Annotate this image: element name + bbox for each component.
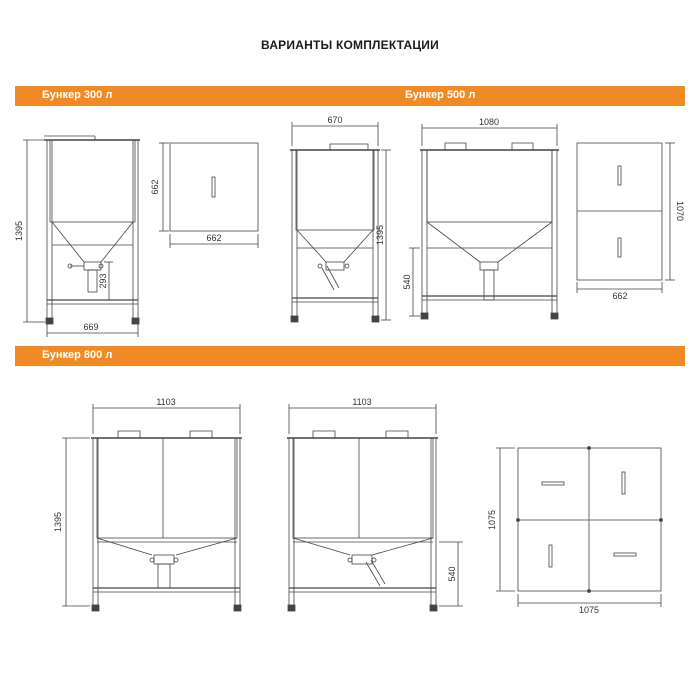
hopper-800-top-view (517, 447, 663, 593)
dim-800-side-width: 1103 (352, 397, 372, 407)
hopper-300-top-view (170, 143, 258, 231)
dim-500-side-width: 670 (327, 115, 343, 125)
dim-800-front-width: 1103 (156, 397, 176, 407)
dimension-500-side-lines (292, 122, 391, 320)
dim-500-side-height: 1395 (375, 224, 385, 246)
hopper-800-side-view (287, 431, 438, 611)
hopper-300-front-view (44, 136, 140, 324)
hopper-500-front-view (420, 143, 559, 319)
dimension-800-top-lines (496, 448, 661, 607)
dimension-800-front-lines (62, 404, 240, 606)
hopper-500-side-view (290, 144, 380, 322)
section-label-800: Бункер 800 л (42, 349, 113, 361)
section-label-500: Бункер 500 л (405, 89, 476, 101)
hopper-500-top-view (577, 143, 662, 280)
section-label-300: Бункер 300 л (42, 89, 113, 101)
dim-800-top-height: 1075 (487, 509, 497, 531)
page-title: ВАРИАНТЫ КОМПЛЕКТАЦИИ (261, 38, 439, 52)
dim-500-top-height: 1070 (675, 200, 685, 222)
dimension-500-front-lines (409, 124, 557, 316)
dim-800-height: 1395 (53, 511, 63, 533)
dim-300-top-height: 662 (150, 179, 160, 195)
dimension-300-height-line (23, 140, 45, 322)
dim-800-top-width: 1075 (578, 605, 600, 615)
dim-300-height: 1395 (14, 220, 24, 242)
dim-300-width: 669 (83, 322, 99, 332)
dimension-500-top-lines (577, 143, 675, 293)
dim-800-side-outlet: 540 (447, 566, 457, 582)
dim-500-front-width: 1080 (478, 117, 500, 127)
hopper-800-front-view (91, 431, 242, 611)
dim-300-outlet: 293 (98, 273, 108, 289)
dimension-800-side-lines (289, 404, 463, 606)
dim-300-top-width: 662 (206, 233, 222, 243)
dim-500-top-width: 662 (612, 291, 628, 301)
dim-500-front-outlet: 540 (402, 274, 412, 290)
